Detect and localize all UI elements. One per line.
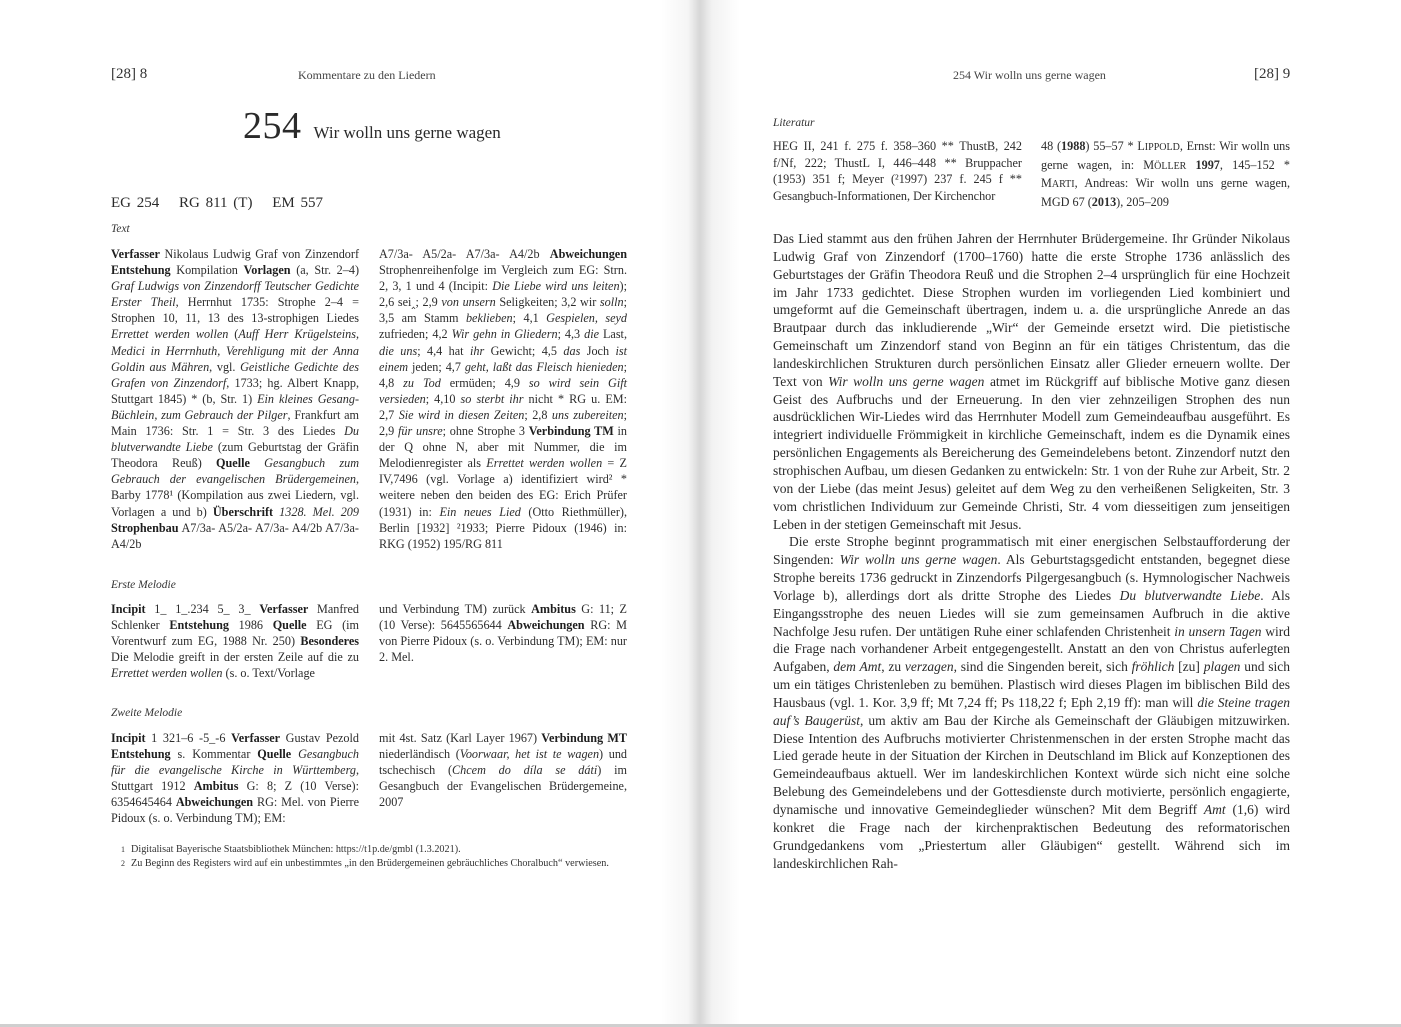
melody1-heading: Erste Melodie xyxy=(111,579,176,591)
melody2-column-2: mit 4st. Satz (Karl Layer 1967) Verbindung MT niederländisch (Voorwaar, het ist te wagen) und tschechisch (Chcem do díla se dáti) im Gesangbuch der Evangelischen Brüdergemeine, 2007 xyxy=(379,731,628,810)
footnotes xyxy=(111,843,626,871)
melody1-column-2: und Verbindung TM) zurück Ambitus G: 11; Z (10 Verse): 5645565644 Abweichungen RG: M von Pierre Pidoux (s. o. Verbindung TM); EM: nur 2. Mel. xyxy=(379,602,627,665)
text-section-heading: Text xyxy=(111,223,130,235)
commentary-body xyxy=(773,230,1290,872)
hymnal-references xyxy=(111,195,337,212)
left-running-title: Kommentare zu den Liedern xyxy=(298,68,436,82)
reference-em: EM 557 xyxy=(272,195,323,211)
reference-rg: RG 811 (T) xyxy=(179,195,253,211)
hymn-heading xyxy=(243,104,501,148)
melody2-heading: Zweite Melodie xyxy=(111,707,183,719)
left-page xyxy=(0,0,695,1027)
reference-eg: EG 254 xyxy=(111,195,160,211)
text-column-1: Verfasser Nikolaus Ludwig Graf von Zinzendorf Entstehung Kompilation Vorlagen (a, Str. 2–4) Graf Ludwigs von Zinzendorff Teutscher Gedichte Erster Theil, Herrnhut 1735: Strophe 2–4 = Strophen 10, 11, 13 des 13-strophigen Liedes Errettet werden wollen (Auff Herr Krügelsteins, Medici in Herrnhuth, Verehligung mit der Anna Goldin aus Mähren, vgl. Geistliche Gedichte des Grafen von Zinzendorf, 1733; hg. Albert Knapp, Stuttgart 1845) * (b, Str. 1) Ein kleines Gesang-Büchlein, zum Gebrauch der Pilger, Frankfurt am Main 1736: Str. 1 = Str. 3 des Liedes Du blutverwandte Liebe (zum Geburtstag der Gräfin Theodora Reuß) Quelle Gesangbuch zum Gebrauch der evangelischen Brüdergemeinen, Barby 1778¹ (Kompilation aus zwei Liedern, vgl. Vorlagen a und b) Überschrift 1328. Mel. 209 Strophenbau A7/3a- A5/2a- A7/3a- A4/2b A7/3a- A4/2b xyxy=(111,247,360,551)
melody2-column-1: Incipit 1 321–6 -5_-6 Verfasser Gustav Pezold Entstehung s. Kommentar Quelle Gesangbuch für die evangelische Kirche in Württemberg, Stuttgart 1912 Ambitus G: 8; Z (10 Verse): 6354645464 Abweichungen RG: Mel. von Pierre Pidoux (s. o. Verbindung TM); EM: xyxy=(111,731,360,826)
right-page xyxy=(705,0,1401,1027)
literature-heading: Literatur xyxy=(773,117,815,129)
melody1-column-1: Incipit 1_ 1_.234 5_ 3_ Verfasser Manfred Schlenker Entstehung 1986 Quelle EG (im Vorentwurf zum EG, 1988 Nr. 250) Besonderes Die Melodie greift in der ersten Zeile auf die zu Errettet werden wollen (s. o. Text/Vorlage xyxy=(111,602,360,681)
left-page-number: [28] 8 xyxy=(111,66,148,82)
commentary-paragraph-2: Die erste Strophe beginnt programmatisch mit einer energischen Selbstaufforderung der Singenden: Wir wolln uns gerne wagen. Als Geburtstagsgedicht entstanden, begegnet diese Strophe bereits 1736 gedruckt in Zinzendorfs Pilgergesangbuch (s. Hymnologischer Nachweis Vorlage b), allerdings dort als dritte Strophe des Liedes Du blutverwandte Liebe. Als Eingangsstrophe des neuen Liedes will sie zum gemeinsamen Aufbruch in die aktive Nachfolge Jesu rufen. Der untätigen Ruhe einer schlafenden Christenheit in unsern Tagen wird die Frage nach vorhandener Arbeit entgegengestellt. Anstatt an den von Christus auferlegten Aufgaben, dem Amt, zu verzagen, sind die Singenden bereit, sich fröhlich [zu] plagen und sich um ein tätiges Christenleben zu bemühen. Plastisch wird dieses Plagen im biblischen Bild des Hausbaus (vgl. 1. Kor. 3,9 ff; Mt 7,24 ff; Ps 118,22 f; Eph 2,19 ff): man will die Steine tragen auf’s Baugerüst, um aktiv am Bau der Kirche als Gemeinschaft der Gläubigen mitzuwirken. Diese Intention des Aufbruchs motivierter Christenmenschen in der ersten Strophe macht das Lied gerade heute in der Situation der Kirchen in Deutschland im Blick auf Konzeptionen des Gemeindeaufbaus aktuell. Wer im landeskirchlichen Kontext würde sich nicht eine solche Belebung des Gemeindelebens und der Gottesdienste durch motivierte, persönlich engagierte, dynamische und innovative Gemeindeglieder wünschen? Mit dem Begriff Amt (1,6) wird konkret die Frage nach der kirchenpraktischen Bedeutung des reformatorischen Grundgedankens vom „Priestertum aller Gläubigen“ gestellt. Während sich im landeskirchlichen Rah- xyxy=(773,534,1291,871)
text-column-2: A7/3a- A5/2a- A7/3a- A4/2b Abweichungen Strophenreihenfolge im Vergleich zum EG: Strn. 2, 3, 1 und 4 (Incipit: Die Liebe wird uns leiten); 2,6 sei‸; 2,9 von unsern Seligkeiten; 3,2 wir solln; 3,5 am Stamm beklieben; 4,1 Gespielen, seyd zufrieden; 4,2 Wir gehn in Gliedern; 4,3 die Last, die uns; 4,4 hat ihr Gewicht; 4,5 das Joch ist einem jeden; 4,7 geht, laßt das Fleisch hienieden; 4,8 zu Tod ermüden; 4,9 so wird sein Gift versieden; 4,10 so sterbt ihr nicht * RG u. EM: 2,7 Sie wird in diesen Zeiten; 2,8 uns zubereiten; 2,9 für unsre; ohne Strophe 3 Verbindung TM in der Q ohne N, aber mit Nummer, die im Melodienregister als Errettet werden wollen = Z IV,7496 (vgl. Vorlage a) identifiziert wird² * weitere neben den beiden des EG: Erich Prüfer (1931) in: Ein neues Lied (Otto Riethmüller), Berlin [1932] ²1933; Pierre Pidoux (1946) in: RKG (1952) 195/RG 811 xyxy=(379,247,628,551)
literature-column-1: HEG II, 241 f. 275 f. 358–360 ** ThustB, 242 f/Nf, 222; ThustL I, 446–448 ** Bruppacher (1953) 351 f; Meyer (²1997) 237 f. 245 f ** Gesangbuch-Informationen, Der Kirchenchor xyxy=(773,139,1022,203)
hymn-title: Wir wolln uns gerne wagen xyxy=(313,123,501,142)
right-page-number: [28] 9 xyxy=(1254,66,1291,82)
right-running-title: 254 Wir wolln uns gerne wagen xyxy=(953,68,1106,82)
commentary-paragraph-1: Das Lied stammt aus den frühen Jahren der Herrnhuter Brüdergemeine. Ihr Gründer Nikolaus Ludwig Graf von Zinzendorf (1700–1760) hatte die erste Strophe 1736 anlässlich des Geburtstages der Gräfin Theodora Reuß und die Strophen 2–4 ursprünglich für eine Hochzeit im Jahr 1733 gedichtet. Diese Strophen wurden im vorliegenden Lied kombiniert und umgeformt auf die Gemeinschaft übertragen, indem u. a. die ursprüngliche Anrede an das Brautpaar durch das inkludierende „Wir“ der Gemeinde ersetzt wird. Die pietistische Gemeinschaft um Zinzendorf stand von Beginn an für ein tätiges Christentum, das die landeskirchlichen Strukturen durch persönlichen Einsatz aller Glieder erneuern wollte. Der Text von Wir wolln uns gerne wagen atmet im Rückgriff auf biblische Motive ganz diesen Geist des Aufbruchs und der Erneuerung. In den vier zehnzeiligen Strophen des nun ausdrücklichen Wir-Liedes wird das Herrnhuter Modell zum Gemeindeaufbau ausgeführt. Es integriert individuelle Frömmigkeit in kirchliche Gemeinschaft, indem es die Dynamik eines persönlichen Engagements als Bereicherung des Gemeindelebens betont. Zinzendorf nutzt den strophischen Aufbau, um diesen Gedanken zu entwickeln: Str. 1 von der Ruhe zur Arbeit, Str. 2 von der Liebe (das meint Jesus) geleitet auf dem Weg zu den verheißenen Seligkeiten, Str. 3 vom christlichen Individuum zur Gemeinde Christi, Str. 4 vom diesseitigen zum jenseitigen Leben in der stetigen Gemeinschaft mit Jesus. xyxy=(773,231,1290,532)
hymn-number: 254 xyxy=(243,105,302,147)
footnote-2: 2 Zu Beginn des Registers wird auf ein unbestimmtes „in den Brüdergemeinen gebräuchliches Choralbuch“ verwiesen. xyxy=(121,858,609,869)
literature-column-2: 48 (1988) 55–57 * LIPPOLD, Ernst: Wir wolln uns gerne wagen, in: MÖLLER 1997, 145–152 * MARTI, Andreas: Wir wolln uns gerne wagen, MGD 67 (2013), 205–209 xyxy=(1041,139,1291,209)
footnote-1: 1 Digitalisat Bayerische Staatsbibliothek München: https://t1p.de/gmbl (1.3.2021). xyxy=(121,844,461,855)
